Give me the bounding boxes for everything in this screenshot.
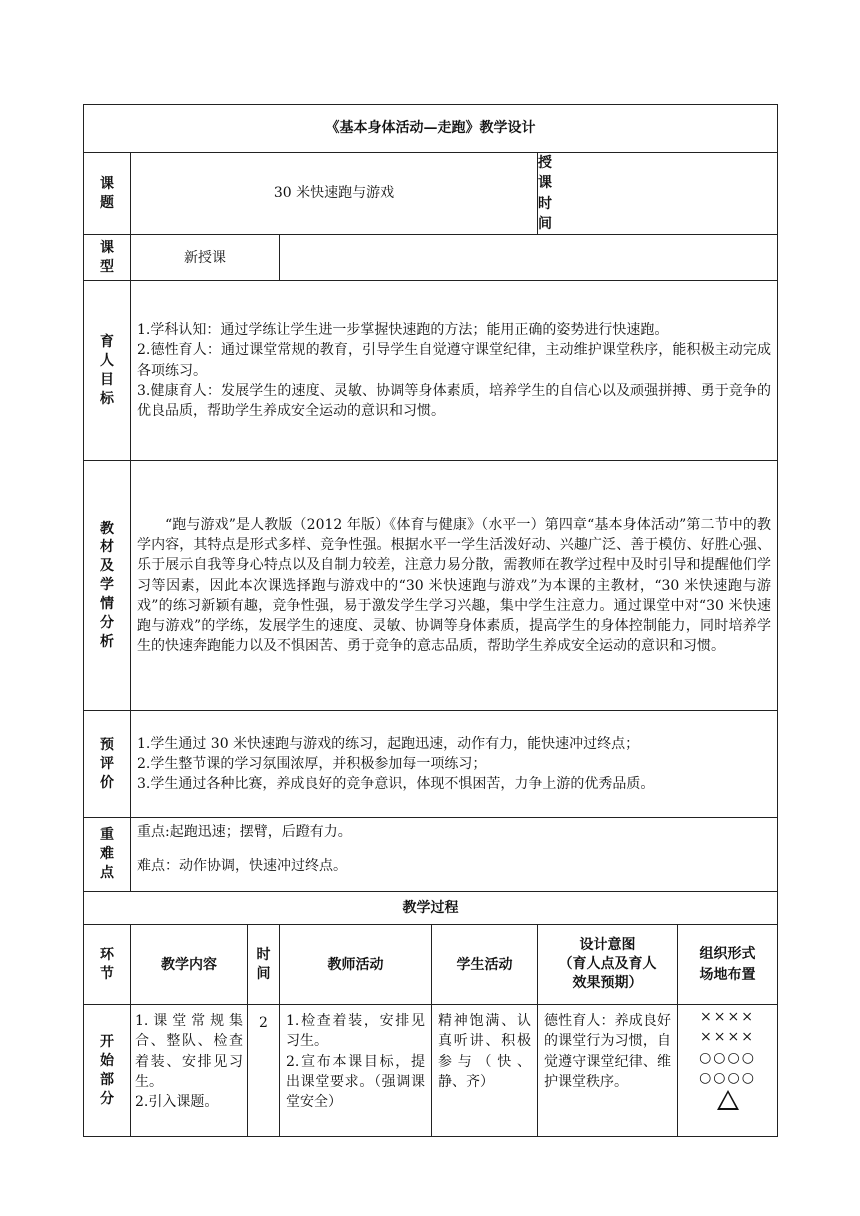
topic-cell: 30 米快速跑与游戏 授课时间 [131, 153, 538, 235]
stage-start: 开 始 部 分 [84, 1005, 131, 1137]
keypoints-label: 重 难 点 [84, 818, 131, 892]
goals-label: 育 人 目 标 [84, 281, 131, 461]
analysis-label: 教 材 及 学 情 分 析 [84, 461, 131, 711]
process-title: 教学过程 [84, 892, 778, 925]
formation-row: ○○○○ [699, 1049, 756, 1066]
keypoints-content [131, 818, 778, 892]
topic-label: 课 题 [84, 153, 131, 235]
row-teacher: 1.检查着装，安排见习生。 2.宣布本课目标，提出课堂要求。（强调课堂安全） [280, 1005, 432, 1137]
header-teacher: 教师活动 [280, 925, 432, 1005]
formation-row: ×××× [700, 1009, 755, 1026]
formation-row: ○○○○ [699, 1070, 756, 1087]
header-design: 设计意图 （育人点及育人 效果预期） [538, 925, 678, 1005]
header-content: 教学内容 [131, 925, 248, 1005]
goal-item: 1.学科认知：通过学练让学生进一步掌握快速跑的方法；能用正确的姿势进行快速跑。 [137, 321, 669, 338]
time-value [538, 153, 778, 235]
header-time: 时 间 [248, 925, 280, 1005]
preeval-content [131, 711, 778, 818]
type-empty [280, 235, 778, 281]
preeval-item: 1.学生通过 30 米快速跑与游戏的练习，起跑迅速，动作有力，能快速冲过终点； [137, 735, 640, 752]
topic-value: 30 米快速跑与游戏 [131, 153, 538, 234]
formation-row: ×××× [700, 1029, 755, 1046]
key-point: 重点:起跑迅速；摆臂，后蹬有力。 [137, 824, 352, 841]
header-organization: 组织形式 场地布置 [678, 925, 778, 1005]
row-design: 德性育人：养成良好的课堂行为习惯，自觉遵守课堂纪律、维护课堂秩序。 [538, 1005, 678, 1137]
type-value: 新授课 [131, 235, 280, 281]
goal-item: 3.健康育人：发展学生的速度、灵敏、协调等身体素质，培养学生的自信心以及顽强拼搏、勇于竞争的优良品质，帮助学生养成安全运动的意识和习惯。 [137, 382, 772, 420]
row-time: 2 [248, 1005, 280, 1137]
type-label: 课 型 [84, 235, 131, 281]
lesson-plan-table [83, 104, 778, 1137]
header-stage: 环 节 [84, 925, 131, 1005]
preeval-label: 预 评 价 [84, 711, 131, 818]
row-content: 1.课堂常规集合、整队、检查着装、安排见习生。 2.引入课题。 [131, 1005, 248, 1137]
analysis-content [131, 461, 778, 711]
goal-item: 2.德性育人：通过课堂常规的教育，引导学生自觉遵守课堂纪律，主动维护课堂秩序，能积极主动完成各项练习。 [137, 342, 772, 379]
row-formation [678, 1005, 778, 1137]
row-student: 精神饱满、认真听讲、积极参与（快、静、齐） [432, 1005, 538, 1137]
difficult-point: 难点：动作协调，快速冲过终点。 [137, 858, 347, 875]
header-student: 学生活动 [432, 925, 538, 1005]
preeval-item: 3.学生通过各种比赛，养成良好的竞争意识，体现不惧困苦，力争上游的优秀品质。 [137, 776, 655, 793]
page-title: 《基本身体活动—走跑》教学设计 [84, 105, 778, 153]
preeval-item: 2.学生整节课的学习氛围浓厚，并积极参加每一项练习； [137, 756, 487, 773]
goals-content [131, 281, 778, 461]
analysis-text: “跑与游戏”是人教版（2012 年版）《体育与健康》（水平一）第四章“基本身体活动”第二节中的教学内容，其特点是形式多样、竞争性强。根据水平一学生活泼好动、兴趣广泛、善于模仿、好胜心强、乐于展示自我等身心特点以及自制力较差，注意力易分散，需教师在教学过程中及时引导和提醒他们学习等因素，因此本次课选择跑与游戏中的“30 米快速跑与游戏”为本课的主教材，“30 米快速跑与游戏”的练习新颖有趣，竞争性强，易于激发学生学习兴趣，集中学生注意力。通过课堂中对“30 米快速跑与游戏”的学练，发展学生的速度、灵敏、协调等身体素质，提高学生的身体控制能力，同时培养学生的快速奔跑能力以及不惧困苦、勇于竞争的意志品质，帮助学生养成安全运动的意识和习惯。 [137, 516, 772, 655]
triangle-icon [717, 1090, 739, 1110]
